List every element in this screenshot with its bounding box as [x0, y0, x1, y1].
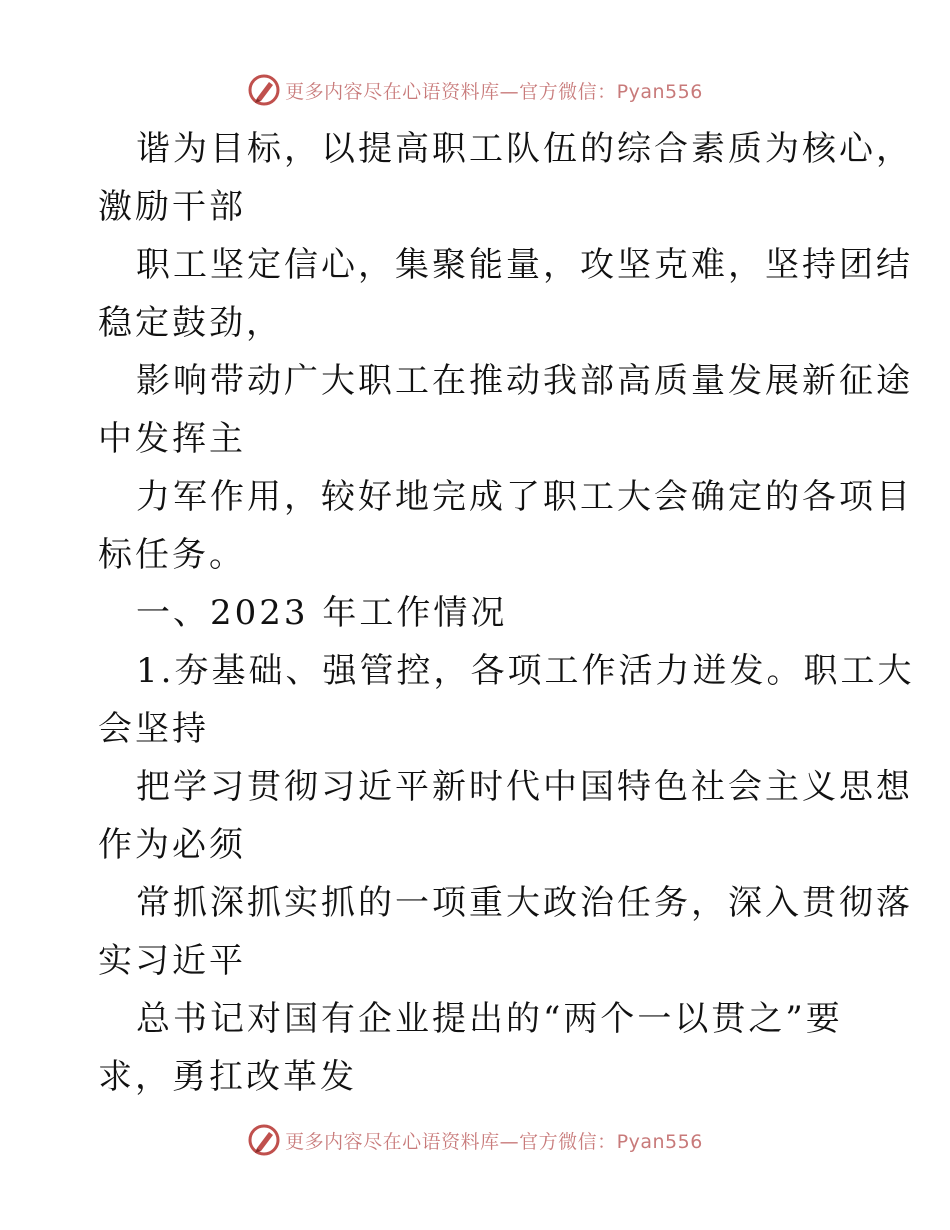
banner-text: 更多内容尽在心语资料库—官方微信：Pyan556 [285, 80, 703, 103]
paragraph-line: 常抓深抓实抓的一项重大政治任务，深入贯彻落 [136, 883, 913, 923]
paragraph-line: 稳定鼓劲， [98, 303, 283, 343]
pen-logo-icon [247, 1123, 281, 1157]
banner-text: 更多内容尽在心语资料库—官方微信：Pyan556 [285, 1130, 703, 1153]
paragraph-line: 会坚持 [98, 709, 209, 749]
paragraph-line: 求，勇扛改革发 [98, 1057, 357, 1097]
pen-logo-icon [247, 73, 281, 107]
paragraph-line: 标任务。 [98, 535, 246, 575]
document-body [98, 120, 915, 1106]
paragraph-line: 实习近平 [98, 941, 246, 981]
paragraph-line: 中发挥主 [98, 419, 246, 459]
paragraph-line: 影响带动广大职工在推动我部高质量发展新征途 [136, 361, 913, 401]
paragraph-line: 1.夯基础、强管控，各项工作活力迸发。职工大 [136, 651, 915, 691]
paragraph-line: 把学习贯彻习近平新时代中国特色社会主义思想 [136, 767, 913, 807]
paragraph-line: 谐为目标，以提高职工队伍的综合素质为核心， [136, 129, 913, 169]
paragraph-line: 作为必须 [98, 825, 246, 865]
section-heading: 一、2023 年工作情况 [136, 593, 508, 633]
paragraph-line: 激励干部 [98, 187, 246, 227]
paragraph-line: 职工坚定信心，集聚能量，攻坚克难，坚持团结 [136, 245, 913, 285]
header-watermark-banner [0, 70, 950, 110]
paragraph-line: 总书记对国有企业提出的“两个一以贯之”要 [136, 999, 843, 1039]
paragraph-line: 力军作用，较好地完成了职工大会确定的各项目 [136, 477, 913, 517]
footer-watermark-banner [0, 1120, 950, 1160]
